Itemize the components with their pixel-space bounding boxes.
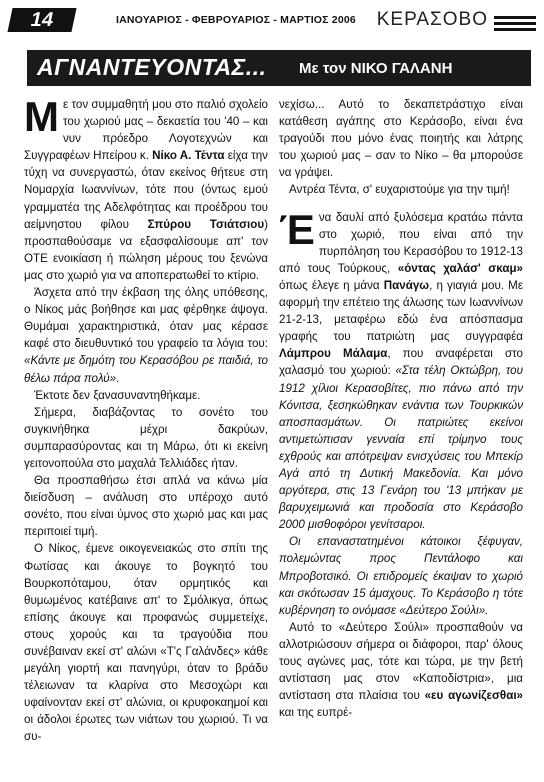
page-number: 14: [7, 8, 76, 32]
drop-cap: Έ: [279, 205, 315, 253]
issue-date: ΙΑΝΟΥΑΡΙΟΣ - ΦΕΒΡΟΥΑΡΙΟΣ - ΜΑΡΤΙΟΣ 2006: [116, 14, 356, 26]
column-title: ΑΓΝΑΝΤΕΥΟΝΤΑΣ...: [37, 54, 267, 80]
paragraph: Αντρέα Τέντα, σ' ευχαριστούμε για την τιμή!: [289, 183, 510, 197]
paragraph: Έκτοτε δεν ξανασυναντηθήκαμε.: [34, 388, 201, 402]
paragraph: Άσχετα από την έκβαση της όλης υπόθεσης, ο Νίκος μάς βοήθησε και μας φέρθηκε άψογα. Θυμάμαι χαρακτηριστικά, όταν μας κέρασε καφέ στο διευθυντικό του γραφείο τα λόγια του: «Κάντε με δημότη του Κερασόβου ρε παιδιά, το θέλω πάρα πολύ».: [24, 286, 268, 385]
paragraph: Ο Νίκος, έμενε οικογενειακώς στο σπίτι της Φωτίσας και άκουγε το βογκητό του Βουρκοπόταμου, όταν ορμητικός και θυμωμένος κατέβαινε απ' το Σμόλικγα, όπως επίσης άκουγε και προφανώς συμμετείχε, στους χορούς και τα τραγούδια που συνέβαιναν εκεί στ' αλώνι «Τ'ς Γαλάνδες» κάθε μεγάλη γιορτή και πανηγύρι, όταν το βράδυ τέλειωναν τα κλαρίνα στο Μεσοχώρι και υφαίνονταν εκεί στ' αλώνια, οι κρυφοκαημοί και οι άδολοι έρωτες των νιάτων του χωριού. Τι να συ-: [24, 542, 268, 744]
paragraph: Με τον συμμαθητή μου στο παλιό σχολείο του χωριού μας – δεκαετία του '40 – και νυν πρόεδρο Λογοτεχνών και Συγγραφέων Ηπείρου κ. Νίκο Α. Τέντα είχα την τύχη να συνεργαστώ, όταν εκείνος θήτευε στη Νομαρχία Ιωαννίνων, τότε που (όντως εμού γραμματέα της Αδελφότητας και προέδρου του αείμνηστου φίλου Σπύρου Τσιάτσιου) προσπαθούσαμε να εξασφαλίσουμε απ' τον ΟΤΕ ενοικίαση ή πώληση μέρους του ξενώνα μας στο χωριό για να αποπερατωθεί το κτίριο.: [24, 93, 268, 282]
paragraph: Οι επαναστατημένοι κάτοικοι ξέφυγαν, πολεμώντας προς Πεντάλοφο και Μπροβοτσικό. Οι επιδρομείς έκαψαν το χωριό και σκότωσαν 15 άμαχους. Το Κεράσοβο η τότε κυβέρνηση το ονόμασε «Δεύτερο Σούλι».: [279, 535, 523, 617]
paragraph: Σήμερα, διαβάζοντας το σονέτο του συγκινήθηκα μέχρι δακρύων, συμπαρασύροντας και τη Μάρω, ότι κι εκείνη γειτονοπούλα στο μαχαλά Τελλιάδες ήταν.: [24, 405, 268, 470]
column-banner: [27, 50, 531, 86]
header-rule-bars: [494, 16, 536, 34]
drop-cap: Μ: [24, 93, 59, 140]
left-column: [24, 93, 268, 746]
paragraph: νεχίσω... Αυτό το δεκαπετράστιχο είναι κατάθεση αγάπης στο Κεράσοβο, είναι ένα τραγούδι που μόνο ένας ποιητής και λάτρης του χωριού μας – σαν το Νίκο – θα μπορούσε να γράψει.: [279, 98, 523, 180]
magazine-name: ΚΕΡΑΣΟΒΟ: [376, 9, 488, 30]
paragraph: Θα προσπαθήσω έτσι απλά να κάνω μία διείσδυση – ανάλυση στο υπέροχο αυτό σονέτο, που είναι ύμνος στο χωριό μας και μας περιποιεί τιμή.: [24, 474, 268, 539]
paragraph: Αυτό το «Δεύτερο Σούλι» προσπαθούν να αλλοτριώσουν σήμερα οι διάφοροι, παρ' όλους τους αγώνες μας, τότε και τώρα, με την βετή αντίσταση μας στον «Καποδίστρια», μια αντίσταση στα πλαίσια του «ευ αγωνίζεσθαι» και της ευπρέ-: [279, 620, 523, 720]
page-header: [10, 8, 536, 34]
section-gap: [279, 199, 523, 209]
right-column: [279, 96, 523, 721]
paragraph: Ένα δαυλί από ξυλόσεμα κρατάω πάντα στο χωριό, που είναι από την πυρπόληση του Κερασόβου το 1912-13 από τους Τούρκους, «όντας χαλάσ' σκαμ» όπως έλεγε η μάνα Πανάγω, η γιαγιά μου. Με αφορμή την επέτειο της άλωσης των Ιωαννίνων 21-2-13, μεταφέρω εδώ ένα απόσπασμα γραφής του πατριώτη μας συγγραφέα Λάμπρου Μάλαμα, που αναφέρεται στο χαλασμό του χωριού: «Στα τέλη Οκτώβρη, του 1912 χίλιοι Κερασοβίτες, πιο πάνω από την Κόνιτσα, ξεσηκώθηκαν ενάντια των Τουρκικών αποσπασμάτων. Οι πατριώτες εκείνοι αντιμετώπισαν γενναία επί τρίμηνο τους εχθρούς και απότρεψαν ενισχύσεις του Μπεκίρ Αγά από τη Δυτική Μακεδονία. Και μόνο αργότερα, στις 13 Γενάρη του '13 μπήκαν με βαρυχειμωνιά και προδοσία στο Κεράσοβο 2000 μισθοφόροι γενίτσαροι.: [279, 205, 523, 532]
byline: Με τον ΝΙΚΟ ΓΑΛΑΝΗ: [299, 60, 453, 77]
